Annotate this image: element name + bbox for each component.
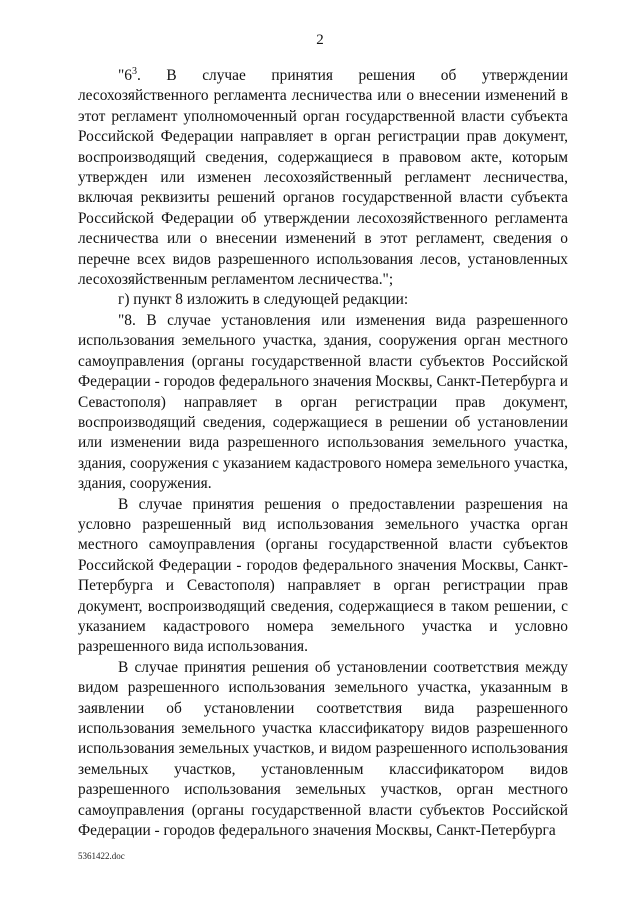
document-body (78, 66, 568, 841)
footer-filename: 5361422.doc (78, 851, 125, 861)
paragraph-correspondence: В случае принятия решения об установлении соответствия между видом разрешенного использования земельного участка, указанным в заявлении об установлении соответствия вида разрешенного использования земельного участка классификатору видов разрешенного использования земельных участков, и видом разрешенного использования земельных участков, установленным классификатором видов разрешенного использования земельных участков, орган местного самоуправления (органы государственной власти субъектов Российской Федерации - городов федерального значения Москвы, Санкт-Петербурга (78, 658, 568, 840)
paragraph-8: "8. В случае установления или изменения вида разрешенного использования земельного участка, здания, сооружения орган местного самоуправления (органы государственной власти субъектов Российской Федерации - городов федерального значения Москвы, Санкт-Петербурга и Севастополя) направляет в орган регистрации прав документ, воспроизводящий сведения, содержащиеся в решении об установлении или изменении вида разрешенного использования земельного участка, здания, сооружения с указанием кадастрового номера земельного участка, здания, сооружения. (78, 311, 568, 493)
paragraph-6-3-prefix: "6 (118, 67, 132, 84)
paragraph-6-3 (78, 66, 568, 290)
paragraph-6-3-superscript: 3 (131, 65, 137, 77)
paragraph-item-g: г) пункт 8 изложить в следующей редакции: (118, 291, 409, 309)
page-number: 2 (316, 32, 324, 48)
paragraph-conditional-use: В случае принятия решения о предоставлении разрешения на условно разрешенный вид использования земельного участка орган местного самоуправления (органы государственной власти субъектов Российской Федерации - городов федерального значения Москвы, Санкт-Петербурга и Севастополя) направляет в орган регистрации прав документ, воспроизводящий сведения, содержащиеся в таком решении, с указанием кадастрового номера земельного участка и условно разрешенного вида использования. (78, 495, 568, 656)
paragraph-6-3-text: . В случае принятия решения об утверждении лесохозяйственного регламента лесничества или о внесении изменений в этот регламент уполномоченный орган государственной власти субъекта Российской Федерации направляет в орган регистрации прав документ, воспроизводящий сведения, содержащиеся в правовом акте, которым утвержден или изменен лесохозяйственный регламент лесничества, включая реквизиты решений органов государственной власти субъекта Российской Федерации об утверждении лесохозяйственного регламента лесничества или о внесении изменений в этот регламент, сведения о перечне всех видов разрешенного использования лесов, установленных лесохозяйственным регламентом лесничества."; (78, 67, 568, 289)
